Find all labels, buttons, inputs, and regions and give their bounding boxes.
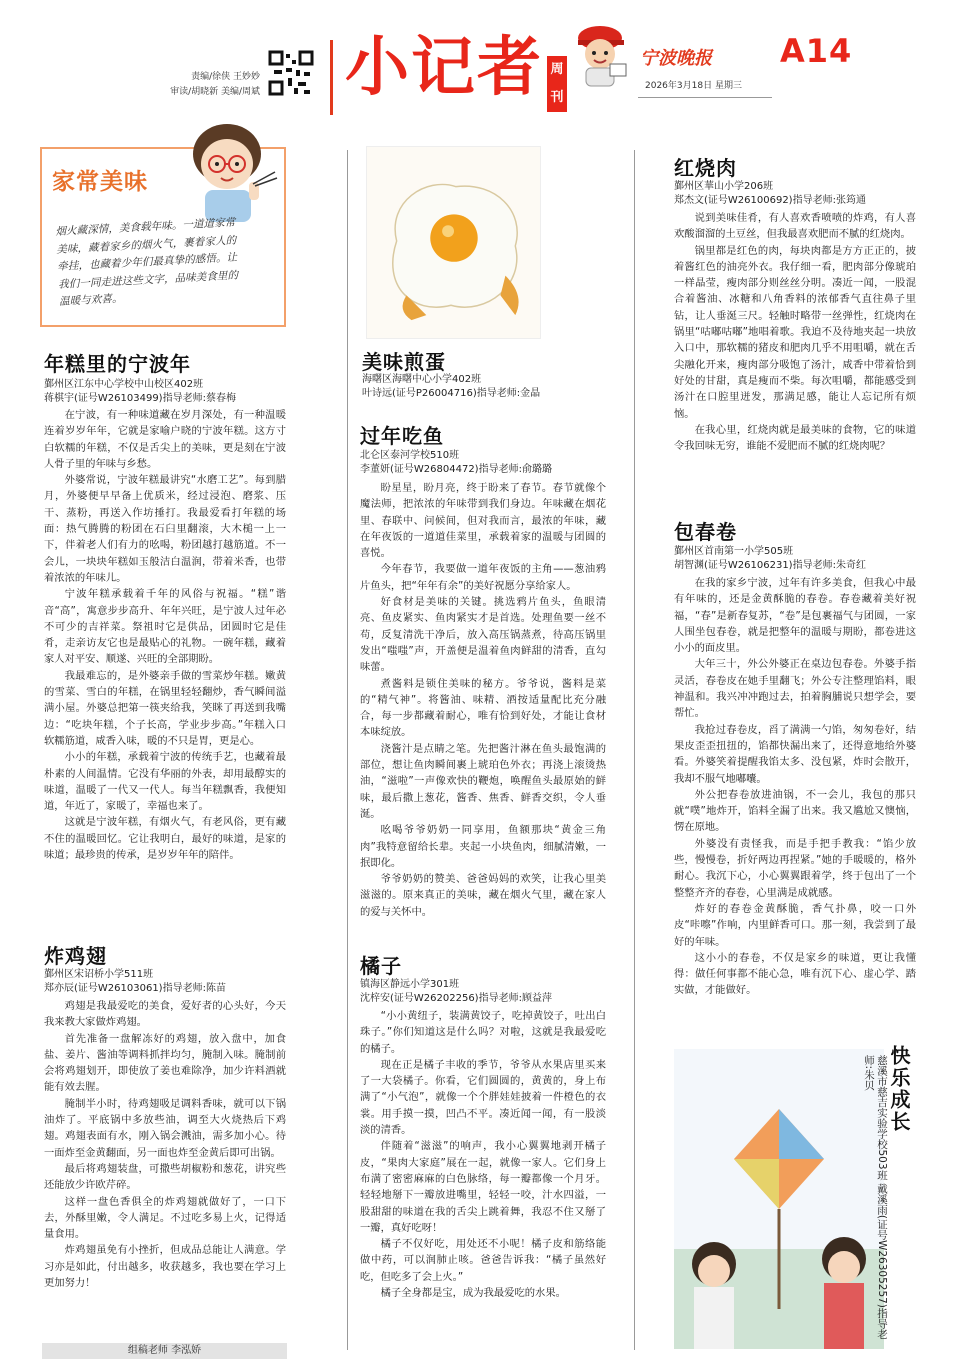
paragraph: 伴随着“滋滋”的响声，我小心翼翼地剥开橘子皮，“果肉大家庭”展在一起，就像一家人。它们身上布满了密密麻麻的白色脉络，每一瓣都像一个月牙。轻轻地掰下一瓣放进嘴里，轻轻一咬，汁水四溢，一股甜甜的味道在我的舌尖上跳着舞，我忍不住又掰了一瓣，真好吃呀！ <box>360 1140 606 1234</box>
paragraph: 这就是宁波年糕，有烟火气，有老风俗，更有藏不住的温暖回忆。它让我明白，最好的味道，是家的味道；最珍贵的传承，是岁岁年年的陪伴。 <box>44 816 286 862</box>
paragraph: 我最难忘的，是外婆亲手做的雪菜炒年糕。嫩黄的雪菜、雪白的年糕，在锅里轻轻翻炒，香气瞬间溢满小屋。外婆总把第一筷夹给我，笑眯了再送到我嘴边：“吃块年糕，个子长高，学业步步高。”年糕入口软糯筋道，咸香入味，暖的不只是胃，更是心。 <box>44 669 286 747</box>
byline-author: 李董妍(证号W26804472)指导老师:俞璐璐 <box>360 464 552 475</box>
paragraph: 小小的年糕，承载着宁波的传统手艺，也藏着最朴素的人间温情。它没有华丽的外表，却用最醇实的味道，温暖了一代又一代人。每当年糕飘香，我便知道，年近了，家暖了，幸福也来了。 <box>44 751 286 813</box>
byline-author: 胡智渊(证号W26106231)指导老师:朱奇红 <box>674 560 866 571</box>
paragraph: 外公把春卷放进油锅，不一会儿，我包的那只就“噗”地炸开，馅料全漏了出来。我又尴尬又懊恼，愣在原地。 <box>674 788 916 834</box>
qr-code-icon <box>268 50 314 100</box>
paragraph: 今年春节，我要做一道年夜饭的主角——葱油鸦片鱼头，把“年年有余”的美好祝愿分享给家人。 <box>360 563 606 592</box>
story-title-fish: 过年吃鱼 <box>360 424 444 448</box>
byline-niangao <box>44 378 236 406</box>
byline-school: 鄞州区宋诏桥小学511班 <box>44 969 154 980</box>
paragraph: 吆喝爷爷奶奶一同享用，鱼额那块“黄金三角肉”我特意留给长辈。夹起一小块鱼肉，细腻清嫩，一抿即化。 <box>360 824 606 869</box>
masthead-title: 小记者 <box>345 31 543 105</box>
intro-title: 家常美味 <box>52 169 148 195</box>
story-body-niangao <box>44 407 286 927</box>
boy-mascot-icon <box>566 16 634 90</box>
byline-author: 蒋棋宇(证号W26103499)指导老师:蔡春梅 <box>44 393 236 404</box>
paragraph: 外婆常说，宁波年糕最讲究“水磨工艺”。每到腊月，外婆便早早备上优质米，经过浸泡、磨浆、压干、蒸粉，再送入作坊捶打。我最爱看打年糕的场面：热气腾腾的粉团在石臼里翻滚，大木槌一上一下，伴着老人们有力的吆喝，粉团越打越筋道。不一会儿，一块块年糕如玉般洁白温润，带着米香，也带着浓浓的年味儿。 <box>44 474 286 584</box>
byline-chunjuan <box>674 545 866 573</box>
byline-fish <box>360 449 552 477</box>
byline-pork <box>674 180 866 208</box>
byline-author: 叶诗远(证号P26004716)指导老师:金晶 <box>362 388 541 399</box>
byline-author: 郑杰文(证号W26100692)指导老师:张筠通 <box>674 195 866 206</box>
story-title-orange: 橘子 <box>360 954 402 978</box>
paragraph: 这小小的春卷，不仅是家乡的味道，更让我懂得：做任何事都不能心急，唯有沉下心、虚心学、踏实做，才能做好。 <box>674 951 916 997</box>
paragraph: 在我心里，红烧肉就是最美味的食物，它的味道令我回味无穷，谁能不爱肥而不腻的红烧肉呢？ <box>674 423 916 453</box>
paragraph: 这样一盘色香俱全的炸鸡翅就做好了，一口下去，外酥里嫩，令人满足。不过吃多易上火，记得适量食用。 <box>44 1195 286 1241</box>
story-body-chicken <box>44 998 286 1338</box>
story-title-kite: 快乐成长 <box>887 1045 911 1133</box>
paragraph: 炸好的春卷金黄酥脆，香气扑鼻，咬一口外皮“咔嚓”作响，内里鲜香可口。那一刻，我尝到了最好的年味。 <box>674 902 916 948</box>
child-illustration <box>175 112 280 222</box>
story-body-chunjuan <box>674 575 916 1033</box>
paper-logo: 宁波晚报 <box>640 48 712 69</box>
byline-author: 郑亦辰(证号W26103061)指导老师:陈苗 <box>44 983 226 994</box>
fried-egg-painting <box>366 146 541 339</box>
byline-chicken <box>44 968 226 996</box>
paragraph: 在我的家乡宁波，过年有许多美食，但我心中最有年味的，还是金黄酥脆的春卷。春卷藏着美好祝福，“春”是新春复苏，“卷”是包裹福气与团圆，一家人围坐包春卷，就是把整年的温暖与期盼，都卷进这小小的面皮里。 <box>674 577 916 655</box>
byline-school: 北仑区泰河学校510班 <box>360 450 460 461</box>
paragraph: 盼星星，盼月亮，终于盼来了春节。春节就像个魔法师，把浓浓的年味带到我们身边。年味藏在烟花里、春联中、问候间，但对我而言，最浓的年味，藏在年夜饭的一道道佳菜里，承载着家的温暖与团圆的喜悦。 <box>360 482 606 560</box>
paragraph: 炸鸡翅虽免有小挫折，但成品总能让人满意。学习亦是如此，付出越多，收获越多，我也要在学习上更加努力！ <box>44 1244 286 1290</box>
story-title-chunjuan: 包春卷 <box>674 520 737 544</box>
paragraph: 好食材是美味的关键。挑选鸦片鱼头，鱼眼清亮、鱼皮紧实、鱼肉紧实才是首选。处理鱼要一丝不苟，反复清洗干净后，放入高压锅蒸煮，待高压锅里发出“嗤嗤”声，开盖便是温着鱼肉鲜甜的清香，直勾味蕾。 <box>360 596 606 674</box>
byline-school: 鄞州区華山小学206班 <box>674 181 774 192</box>
editor-credit-bar: 组稿老师 李泓娇 <box>42 1343 287 1359</box>
column-divider <box>634 150 635 1350</box>
paragraph: 说到美味佳肴，有人喜欢香喷喷的炸鸡，有人喜欢酸溜溜的土豆丝，但我最喜欢肥而不腻的红烧肉。 <box>674 212 916 241</box>
masthead-tag: 周刊 <box>547 56 567 112</box>
paragraph: “小小黄纽子，装满黄饺子，吃掉黄饺子，吐出白珠子。”你们知道这是什么吗？对啦，这就是我最爱吃的橘子。 <box>360 1010 606 1055</box>
byline-orange <box>360 978 552 1006</box>
paragraph: 橘子全身都是宝，成为我最爱吃的水果。 <box>380 1287 566 1300</box>
paragraph: 煮酱料是锁住美味的秘方。爷爷说，酱料是菜的“精气神”。将酱油、味精、酒按适量配比充分融合，每一步都藏着耐心，唯有恰到好处，才能让食材本味绽放。 <box>360 677 606 739</box>
header-rule <box>638 97 772 98</box>
story-title-egg: 美味煎蛋 <box>362 350 446 374</box>
paragraph: 首先准备一盘解冻好的鸡翅，放入盘中，加食盐、姜片、酱油等调料抓拌均匀，腌制入味。腌制前会将鸡翅划开，即使放了姜也难除净，加少许料酒就能有效去腥。 <box>44 1032 286 1094</box>
paragraph: 鸡翅是我最爱吃的美食，爱好者的心头好，今天我来教大家做炸鸡翅。 <box>44 1000 286 1029</box>
credit-line-2: 审读/胡晓新 美编/周斌 <box>170 87 260 97</box>
paragraph: 浇酱汁是点睛之笔。先把酱汁淋在鱼头最饱满的部位，想让鱼肉瞬间裹上琥珀色外衣；再浇上滚烫热油，“滋啦”一声像欢快的鞭炮，唤醒鱼头最原始的鲜味，最后撒上葱花，酱香、焦香、鲜香交织，令人垂涎。 <box>360 742 606 820</box>
story-body-orange <box>360 1008 606 1358</box>
story-title-niangao: 年糕里的宁波年 <box>44 352 191 376</box>
byline-school: 鄞州区首南第一小学505班 <box>674 546 794 557</box>
paragraph: 大年三十，外公外婆正在桌边包春卷。外婆手指灵活，春卷皮在她手里翻飞；外公专注整理馅料，眼神温和。我兴冲冲跑过去，拍着胸脯说只想学会，要帮忙。 <box>674 658 916 720</box>
paragraph: 腌制半小时，待鸡翅吸足调料香味，就可以下锅油炸了。平底锅中多放些油，调至大火烧热后下鸡翅。鸡翅表面有水，刚入锅会溅油，需多加小心。待一面炸至金黄翻面，另一面也炸至金黄后即可出锅。 <box>44 1097 286 1159</box>
byline-school: 鄞州区江东中心学校中山校区402班 <box>44 379 204 390</box>
paragraph: 爷爷奶奶的赞美、爸爸妈妈的欢笑，让我心里美滋滋的。原来真正的美味，藏在烟火气里，藏在家人的爱与关怀中。 <box>360 873 606 918</box>
header-divider <box>330 40 333 115</box>
paragraph: 最后将鸡翅装盘，可撒些胡椒粉和葱花，讲究些还能放少许欧芹碎。 <box>44 1162 286 1192</box>
issue-date: 2026年3月18日 星期三 <box>645 81 742 91</box>
paragraph: 现在正是橘子丰收的季节，爷爷从水果店里买来了一大袋橘子。你看，它们圆圆的，黄黄的，身上布满了“小气泡”，就像一个个胖娃娃披着一件橙色的衣裳。用手摸一摸，凹凸不平。凑近闻一闻，有一股淡淡的清香。 <box>360 1058 606 1137</box>
byline-school: 镇海区静远小学301班 <box>360 979 460 990</box>
page-number: A14 <box>780 32 853 70</box>
paragraph: 外婆没有责怪我，而是手把手教我：“馅少放些，慢慢卷，折好两边再捏紧。”她的手暖暖的，格外耐心。我沉下心，小心翼翼跟着学，终于包出了一个整整齐齐的春卷，心里满是成就感。 <box>674 837 916 899</box>
kite-painting <box>674 1049 884 1349</box>
paragraph: 我抢过春卷皮，舀了满满一勺馅，匆匆卷好，结果皮歪歪扭扭的，馅都快漏出来了，还得意地给外婆看。外婆笑着提醒我馅太多、没包紧，炸时会散开，我却不服气地嘟囔。 <box>674 723 916 785</box>
paragraph: 锅里都是红色的肉，每块肉都是方方正正的，披着酱红色的油亮外衣。我仔细一看，肥肉部分像琥珀一样晶莹，瘦肉部分则丝丝分明。凑近一闻，一股混合着酱油、冰糖和八角香料的浓郁香气直往鼻子里钻，让人垂涎三尺。轻触时略带一丝弹性，红烧肉在锅里“咕嘟咕嘟”地唱着歌。我迫不及待地夹起一块放入口中，那软糯的猪皮和肥肉几乎不用咀嚼，就在舌尖融化开来，瘦肉部分吸饱了汤汁，咸香中带着恰到好处的甘甜，真是瘦而不柴。每次咀嚼，都能感受到汤汁在口腔里迸发，那满足感，能让人忘记所有烦恼。 <box>674 244 916 420</box>
intro-text: 烟火藏深情，美食载年味。一道道家常美味，藏着家乡的烟火气，裹着家人的牵挂，也藏着少年们最真挚的感悟。让我们一同走进这些文字，品味美食里的温暖与欢喜。 <box>55 216 239 308</box>
editor-credits <box>150 70 260 100</box>
story-body-pork <box>674 210 916 500</box>
byline-kite: 慈溪市慈吉实验学校503班 戴溪雨(证号W26305257)指导老师:朱贝 <box>863 1055 888 1340</box>
story-body-fish <box>360 480 606 937</box>
paragraph: 宁波年糕承载着千年的风俗与祝福。“糕”谐音“高”，寓意步步高升、年年兴旺，是宁波人过年必不可少的吉祥菜。祭祖时它是供品，团圆时它是佳肴，走亲访友它也是最贴心的礼物。一碗年糕，藏着家人对平安、顺遂、兴旺的全部期盼。 <box>44 588 286 666</box>
column-divider <box>347 150 348 1350</box>
story-title-chicken: 炸鸡翅 <box>44 944 107 968</box>
credit-line-1: 责编/徐侠 王妙妙 <box>191 72 260 82</box>
byline-school: 海曙区海曙中心小学402班 <box>362 374 482 385</box>
paragraph: 在宁波，有一种味道藏在岁月深处，有一种温暖连着岁岁年年，它就是家喻户晓的宁波年糕。这方寸白软糯的年糕，不仅是舌尖上的美味，更是刻在宁波人骨子里的年味与乡愁。 <box>44 409 286 470</box>
paragraph: 橘子不仅好吃，用处还不小呢！橘子皮和筋络能做中药，可以润肺止咳。爸爸告诉我：“橘子虽然好吃，但吃多了会上火。” <box>360 1238 606 1283</box>
byline-author: 沈梓安(证号W26202256)指导老师:顾益萍 <box>360 993 552 1004</box>
story-title-pork: 红烧肉 <box>674 156 737 180</box>
byline-egg <box>362 373 540 401</box>
